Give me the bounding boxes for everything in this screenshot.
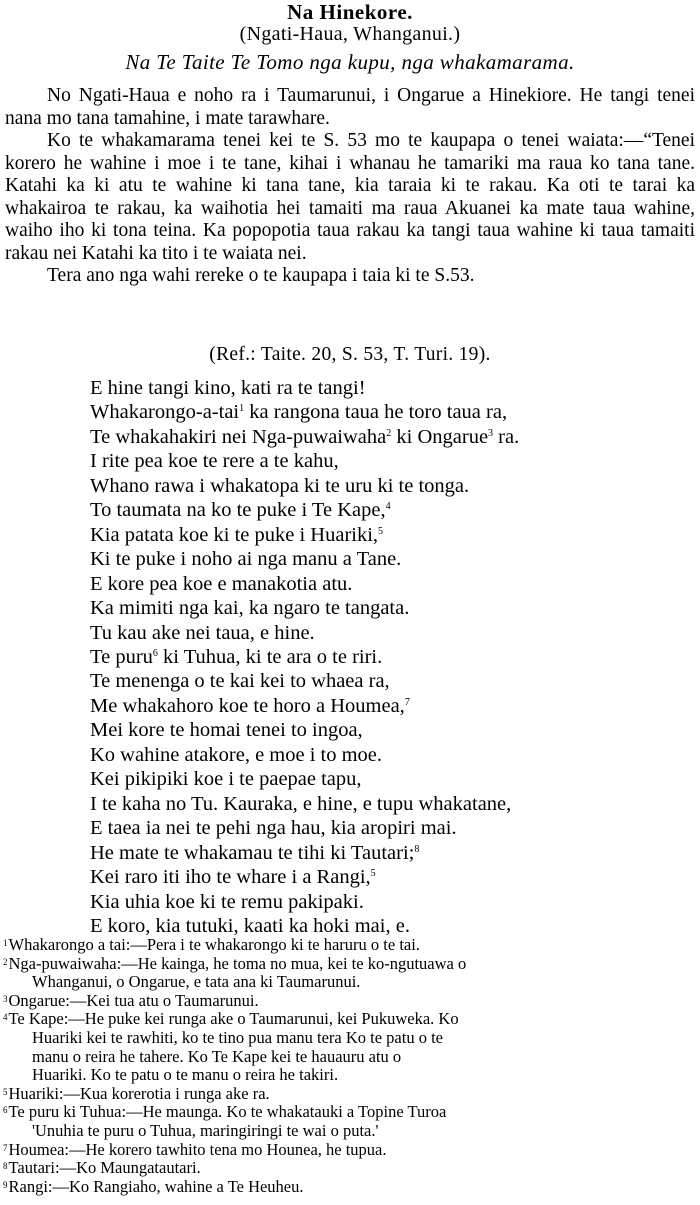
footnote-text: Huariki kei te rawhiti, ko te tino pua manu tera Ko te patu o te	[32, 1027, 444, 1047]
footnote	[3, 1159, 697, 1178]
poem-line	[90, 816, 695, 840]
poem-line-text: Te puru	[90, 645, 153, 668]
footnote	[3, 1103, 697, 1140]
footnote-text: Whakarongo a tai:—Pera i te whakarongo ki te haruru o te tai.	[8, 935, 420, 954]
footnote-text: manu o reira he tahere. Ko Te Kape kei te hauauru atu o	[32, 1046, 402, 1066]
footnote-number: 2	[3, 956, 8, 967]
footnote-number: 7	[3, 1142, 8, 1153]
poem-line	[90, 376, 695, 400]
poem-line	[90, 449, 695, 473]
footnote-number: 9	[3, 1179, 8, 1190]
poem-line	[90, 596, 695, 620]
footnote	[3, 992, 697, 1011]
poem-line-text: Ki te puke i noho ai nga manu a Tane.	[90, 548, 402, 571]
poem-line-text: Te whakahakiri nei Nga-puwaiwaha	[90, 425, 387, 448]
footnote-marker: 6	[152, 647, 158, 659]
footnote-text: Whanganui, o Ongarue, e tata ana ki Taumarunui.	[32, 972, 361, 992]
footnote-text: Huariki:—Kua korerotia i runga ake ra.	[8, 1083, 270, 1103]
poem-line	[90, 498, 695, 522]
footnote-number: 5	[3, 1086, 8, 1097]
footnotes	[3, 936, 697, 1196]
footnote-text: 'Unuhia te puru o Tuhua, maringiringi te wai o puta.'	[32, 1120, 379, 1140]
poem-line-text: Ko wahine atakore, e moe i to moe.	[90, 743, 383, 766]
footnote	[3, 1141, 697, 1160]
footnote-marker: 7	[404, 696, 410, 708]
poem-line	[90, 890, 695, 914]
footnote-marker: 3	[488, 427, 494, 439]
poem-line-text: Me whakahoro koe te horo a Houmea,	[90, 694, 405, 717]
poem-line	[90, 743, 695, 767]
poem-line-text: I te kaha no Tu. Kauraka, e hine, e tupu whakatane,	[90, 792, 512, 815]
poem-line-text: ki Ongarue	[391, 425, 489, 448]
song-subtitle: (Ngati-Haua, Whanganui.)	[239, 23, 461, 45]
poem-line-text: E hine tangi kino, kati ra te tangi!	[90, 377, 366, 399]
footnote-number: 4	[3, 1012, 8, 1023]
footnote-text: Rangi:—Ko Rangiaho, wahine a Te Heuheu.	[8, 1176, 304, 1196]
footnote	[3, 936, 697, 955]
footnote-text: Ongarue:—Kei tua atu o Taumarunui.	[8, 990, 259, 1010]
poem-line-text: E kore pea koe e manakotia atu.	[90, 572, 353, 595]
poem-line-text: I rite pea koe te rere a te kahu,	[90, 450, 339, 473]
poem-line	[90, 718, 695, 742]
poem-line-text: Whakarongo-a-tai	[90, 401, 240, 424]
footnote-number: 6	[3, 1105, 8, 1116]
footnote	[3, 1085, 697, 1104]
poem-line-text: Kia uhia koe ki te remu pakipaki.	[90, 890, 364, 913]
poem-line	[90, 425, 695, 449]
poem-line	[90, 621, 695, 645]
footnote-number: 1	[3, 938, 8, 948]
poem-line	[90, 523, 695, 547]
poem-body	[90, 376, 695, 938]
footnote-number: 3	[3, 993, 8, 1004]
poem-line	[90, 400, 695, 424]
footnote	[3, 955, 697, 992]
poem-line	[90, 572, 695, 596]
footnote-marker: 5	[378, 525, 384, 537]
footnote-text: Houmea:—He korero tawhito tena mo Hounea, he tupua.	[8, 1139, 387, 1159]
poem-line-text: Kei raro iti iho te whare i a Rangi,	[90, 866, 371, 889]
song-title: Na Hinekore.	[287, 0, 413, 24]
footnote-number: 8	[3, 1161, 8, 1172]
poem-line	[90, 865, 695, 889]
poem-line	[90, 694, 695, 718]
footnote-marker: 5	[370, 868, 376, 880]
poem-line-text: Te menenga o te kai kei to whaea ra,	[90, 670, 390, 693]
poem-line-text: To taumata na ko te puke i Te Kape,	[90, 499, 386, 522]
poem-line	[90, 474, 695, 498]
footnote-text: Tautari:—Ko Maungatautari.	[8, 1158, 201, 1178]
song-byline: Na Te Taite Te Tomo nga kupu, nga whakamarama.	[125, 50, 575, 74]
poem-line	[90, 841, 695, 865]
poem-line	[90, 669, 695, 693]
poem-line-text: Whano rawa i whakatopa ki te uru ki te tonga.	[90, 474, 470, 497]
poem-line-text: ki Tuhua, ki te ara o te riri.	[157, 645, 383, 668]
poem-line-text: Kei pikipiki koe i te paepae tapu,	[90, 768, 362, 791]
intro-paragraph: No Ngati-Haua e noho ra i Taumarunui, i Ongarue a Hinekiore. He tangi tenei nana mo tana tamahine, i mate tarawhare.	[5, 85, 695, 129]
poem-line	[90, 767, 695, 791]
footnote	[3, 1010, 697, 1084]
footnote-text: Nga-puwaiwaha:—He kainga, he toma no mua, kei te ko-ngutuawa o	[8, 953, 467, 973]
poem-line-text: Ka mimiti nga kai, ka ngaro te tangata.	[90, 597, 410, 620]
poem-line-text: Tu kau ake nei taua, e hine.	[90, 621, 315, 644]
intro-paragraph: Ko te whakamarama tenei kei te S. 53 mo te kaupapa o tenei waiata:—“Tenei korero he wahine i moe i te tane, kihai i whanau he tamariki ma raua ko tana tane. Katahi ka ki atu te wahine ki tana tane, kia taraia ki te rakau. Ka oti te tarai ka whakairoa te rakau, ka waihotia hei tamaiti ma raua Akuanei ka mate taua wahine, waiho iho ki tona teina. Ka popopotia taua rakau ka tangi taua wahine ki taua tamaiti rakau nei Katahi ka tito i te waiata nei.	[5, 130, 695, 264]
poem-line-text: E taea ia nei te pehi nga hau, kia aropiri mai.	[90, 817, 457, 840]
introduction	[5, 85, 695, 288]
footnote-text: Huariki. Ko te patu o te manu o reira he takiri.	[32, 1065, 339, 1085]
poem-line-text: Kia patata koe ki te puke i Huariki,	[90, 523, 379, 546]
intro-paragraph: Tera ano nga wahi rereke o te kaupapa i taia ki te S.53.	[47, 265, 475, 286]
footnote-marker: 4	[385, 501, 391, 513]
poem-line-text: He mate te whakamau te tihi ki Tautari;	[90, 841, 415, 864]
poem-line-text: ka rangona taua he toro taua ra,	[244, 401, 508, 424]
poem-line	[90, 792, 695, 816]
poem-line-text: E koro, kia tutuki, kaati ka hoki mai, e.	[90, 914, 410, 937]
footnote-marker: 8	[414, 843, 420, 855]
poem-line-text: Mei kore te homai tenei to ingoa,	[90, 719, 363, 742]
footnote-marker: 2	[386, 427, 392, 439]
poem-line	[90, 645, 695, 669]
poem-line	[90, 547, 695, 571]
reference-line: (Ref.: Taite. 20, S. 53, T. Turi. 19).	[209, 344, 491, 365]
poem-line-text: ra.	[493, 425, 520, 448]
footnote-text: Te Kape:—He puke kei runga ake o Taumarunui, kei Pukuweka. Ko	[8, 1009, 459, 1029]
footnote-marker: 1	[239, 403, 245, 415]
footnote	[3, 1178, 697, 1197]
footnote-text: Te puru ki Tuhua:—He maunga. Ko te whakatauki a Topine Turoa	[8, 1102, 447, 1122]
